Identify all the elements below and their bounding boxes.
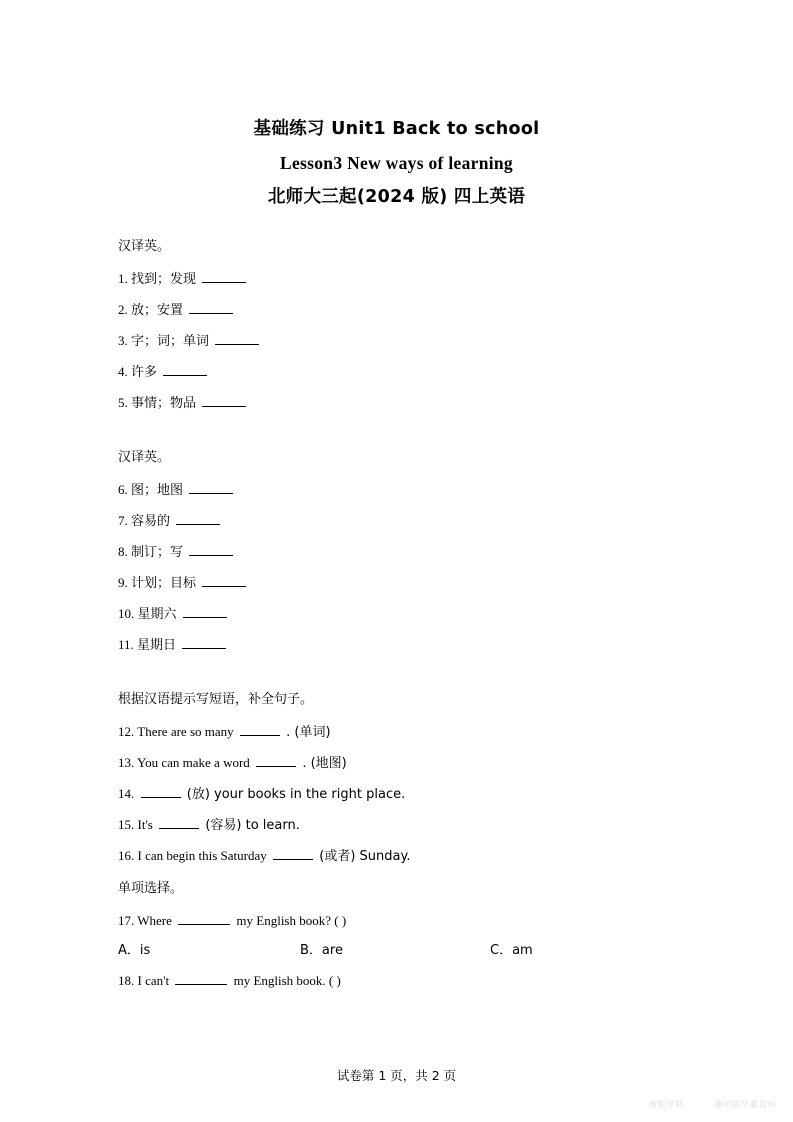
document-title <box>0 112 793 214</box>
title-line-3: 北师大三起(2024 版) 四上英语 <box>267 187 526 207</box>
question-number: 11. <box>118 637 134 652</box>
answer-blank[interactable] <box>183 605 227 618</box>
choice-option-c[interactable]: C．am <box>490 943 533 958</box>
question-text-after: . (地图) <box>302 756 347 771</box>
question-text-after: (容易) to learn. <box>205 818 300 833</box>
answer-blank[interactable] <box>189 543 233 556</box>
question-text-before: There are so many <box>137 724 234 739</box>
question-item <box>118 475 693 506</box>
question-item <box>118 630 693 661</box>
question-item <box>118 599 693 630</box>
question-item <box>118 966 693 996</box>
answer-blank[interactable] <box>159 816 199 829</box>
question-text: 字；词；单词 <box>131 334 210 349</box>
question-text-before: You can make a word <box>137 755 250 770</box>
question-number: 8. <box>118 544 128 559</box>
section-spacer <box>118 661 693 683</box>
answer-blank[interactable] <box>178 912 230 925</box>
section-heading-1: 汉译英。 <box>118 239 171 254</box>
question-item <box>118 295 693 326</box>
question-number: 9. <box>118 575 128 590</box>
question-text: 制订；写 <box>131 545 184 560</box>
section-heading-2: 汉译英。 <box>118 450 171 465</box>
question-number: 14. <box>118 786 135 801</box>
question-text: 计划；目标 <box>131 576 197 591</box>
question-item <box>118 537 693 568</box>
question-number: 15. <box>118 817 135 832</box>
choice-row <box>118 936 693 966</box>
title-line-1: 基础练习 Unit1 Back to school <box>253 119 540 139</box>
question-text: 放；安置 <box>131 303 184 318</box>
answer-blank[interactable] <box>215 332 259 345</box>
answer-blank[interactable] <box>256 754 296 767</box>
question-number: 3. <box>118 333 128 348</box>
question-item <box>118 717 693 748</box>
question-text-before: Where <box>137 913 172 928</box>
question-item <box>118 326 693 357</box>
question-number: 13. <box>118 755 135 770</box>
question-text: 容易的 <box>131 514 171 529</box>
answer-blank[interactable] <box>176 512 220 525</box>
question-text-after: my English book. ( ) <box>233 973 341 988</box>
section-spacer <box>118 419 693 441</box>
question-item <box>118 841 693 872</box>
question-number: 7. <box>118 513 128 528</box>
choice-option-b[interactable]: B．are <box>300 943 343 958</box>
answer-blank[interactable] <box>202 574 246 587</box>
answer-blank[interactable] <box>141 785 181 798</box>
question-number: 17. <box>118 913 135 928</box>
answer-blank[interactable] <box>175 972 227 985</box>
question-number: 6. <box>118 482 128 497</box>
section-heading-4: 单项选择。 <box>118 881 184 896</box>
question-number: 16. <box>118 848 135 863</box>
question-item <box>118 810 693 841</box>
question-number: 4. <box>118 364 128 379</box>
title-line-2: Lesson3 New ways of learning <box>280 153 513 173</box>
answer-blank[interactable] <box>189 481 233 494</box>
watermark <box>622 1099 777 1110</box>
question-text: 图；地图 <box>131 483 184 498</box>
answer-blank[interactable] <box>273 847 313 860</box>
question-item <box>118 568 693 599</box>
page-footer: 试卷第 1 页，共 2 页 <box>336 1068 457 1083</box>
answer-blank[interactable] <box>202 394 246 407</box>
question-number: 5. <box>118 395 128 410</box>
question-text-before: I can begin this Saturday <box>137 848 267 863</box>
question-text-after: . (单词) <box>286 725 331 740</box>
question-text: 星期六 <box>137 607 177 622</box>
question-item <box>118 779 693 810</box>
question-number: 10. <box>118 606 135 621</box>
question-text: 许多 <box>131 365 158 380</box>
question-text-after: (或者) Sunday. <box>319 849 411 864</box>
question-item <box>118 264 693 295</box>
question-text-after: (放) your books in the right place. <box>186 787 406 802</box>
question-number: 12. <box>118 724 135 739</box>
question-number: 18. <box>118 973 135 988</box>
section-heading-3: 根据汉语提示写短语，补全句子。 <box>118 692 314 707</box>
worksheet-content <box>0 232 793 996</box>
answer-blank[interactable] <box>202 270 246 283</box>
answer-blank[interactable] <box>163 363 207 376</box>
question-number: 2. <box>118 302 128 317</box>
question-text: 找到；发现 <box>131 272 197 287</box>
question-item <box>118 506 693 537</box>
question-item <box>118 748 693 779</box>
answer-blank[interactable] <box>189 301 233 314</box>
question-item <box>118 906 693 936</box>
question-text-before: It's <box>137 817 153 832</box>
question-item <box>118 388 693 419</box>
question-number: 1. <box>118 271 128 286</box>
question-text-after: my English book? ( ) <box>236 913 347 928</box>
answer-blank[interactable] <box>240 723 280 736</box>
question-text: 事情；物品 <box>131 396 197 411</box>
answer-blank[interactable] <box>182 636 226 649</box>
question-item <box>118 357 693 388</box>
question-text-before: I can't <box>137 973 170 988</box>
question-text: 星期日 <box>137 638 177 653</box>
watermark-left: 湘版学科 <box>648 1100 685 1109</box>
choice-option-a[interactable]: A．is <box>118 943 151 958</box>
watermark-right: 湘川版学霸资料 <box>714 1100 777 1109</box>
